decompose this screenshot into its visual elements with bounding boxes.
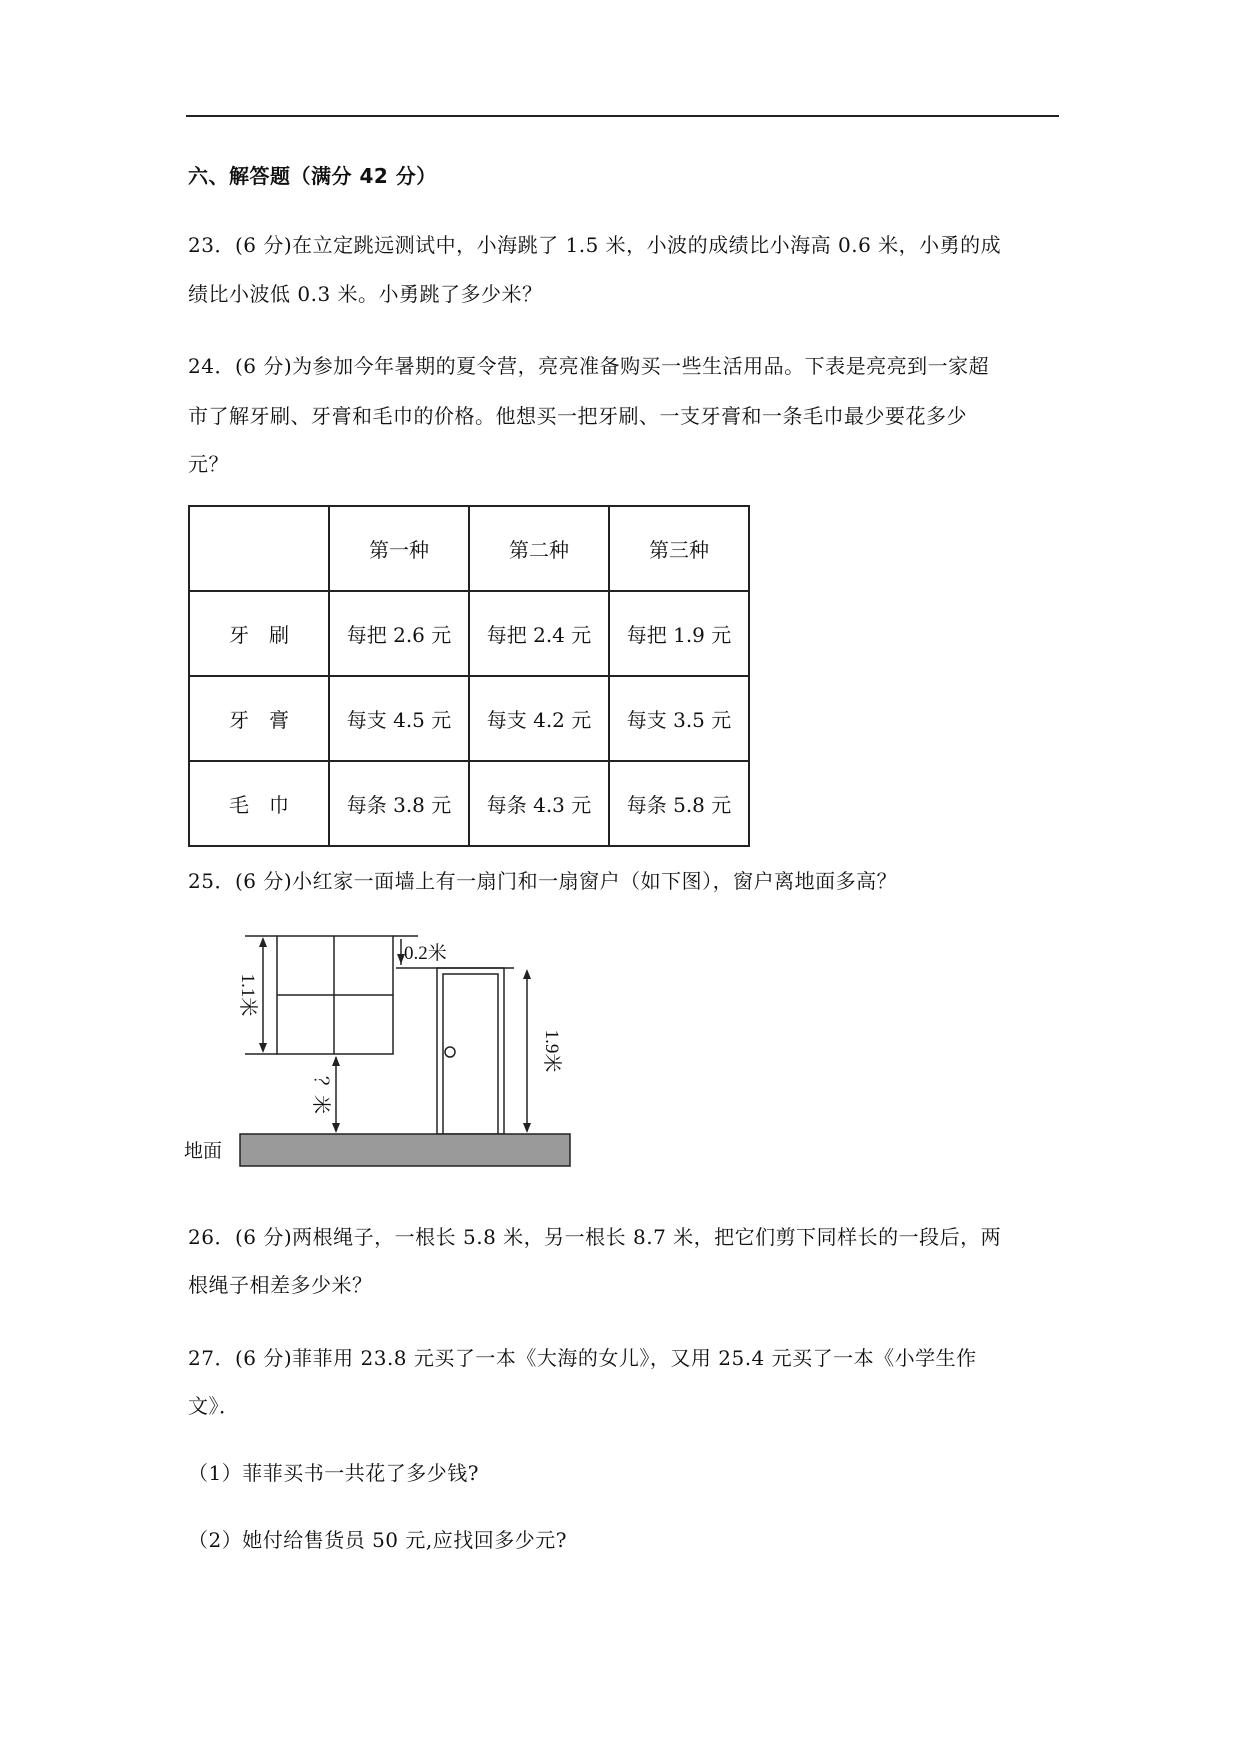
q27-sub-1: （1）菲菲买书一共花了多少钱? [188, 1461, 479, 1485]
q27-line-1: 27．(6 分)菲菲用 23.8 元买了一本《大海的女儿》，又用 25.4 元买了一本《小学生作 [188, 1346, 977, 1370]
table-cell: 每支 4.5 元 [329, 676, 469, 761]
table-row-label: 牙 刷 [189, 591, 329, 676]
table-cell: 每条 3.8 元 [329, 761, 469, 846]
window-height-label: 1.1米 [237, 973, 258, 1017]
price-table [188, 505, 750, 847]
table-cell: 每条 5.8 元 [609, 761, 749, 846]
table-header-row [189, 506, 749, 591]
q24-line-1: 24．(6 分)为参加今年暑期的夏令营，亮亮准备购买一些生活用品。下表是亮亮到一家超 [188, 354, 990, 378]
table-cell: 每把 1.9 元 [609, 591, 749, 676]
q23-line-2: 绩比小波低 0.3 米。小勇跳了多少米？ [188, 282, 543, 306]
table-row-label: 毛 巾 [189, 761, 329, 846]
table-header-cell: 第一种 [329, 506, 469, 591]
door-knob [445, 1047, 455, 1057]
table-header-cell: 第三种 [609, 506, 749, 591]
door-window-diagram [180, 925, 580, 1175]
table-corner-cell [189, 506, 329, 591]
ground-bar [240, 1134, 570, 1166]
q24-line-3: 元？ [188, 452, 229, 476]
arrowhead [523, 1123, 531, 1133]
section-title: 六、解答题（满分 42 分） [188, 164, 437, 188]
q26-line-1: 26．(6 分)两根绳子，一根长 5.8 米，另一根长 8.7 米，把它们剪下同样长的一段后，两 [188, 1225, 1002, 1249]
ground-label: 地面 [184, 1140, 223, 1162]
table-cell: 每支 3.5 元 [609, 676, 749, 761]
table-cell: 每把 2.6 元 [329, 591, 469, 676]
arrowhead [523, 969, 531, 979]
table-cell: 每支 4.2 元 [469, 676, 609, 761]
unknown-height-label: ？米 [310, 1075, 331, 1115]
table-header-cell: 第二种 [469, 506, 609, 591]
table-row-toothpaste [189, 676, 749, 761]
q26-line-2: 根绳子相差多少米？ [188, 1273, 373, 1297]
table-cell: 每把 2.4 元 [469, 591, 609, 676]
arrowhead [332, 1056, 340, 1066]
gap-label: 0.2米 [404, 943, 447, 964]
arrowhead [332, 1123, 340, 1133]
q27-sub-2: （2）她付给售货员 50 元,应找回多少元? [188, 1528, 567, 1552]
door-height-label: 1.9米 [541, 1029, 562, 1073]
table-row-towel [189, 761, 749, 846]
door [437, 968, 504, 1134]
q23-line-1: 23．(6 分)在立定跳远测试中，小海跳了 1.5 米，小波的成绩比小海高 0.6 米，小勇的成 [188, 233, 1002, 257]
table-row-label: 牙 膏 [189, 676, 329, 761]
door-inner-frame [443, 974, 498, 1134]
q27-line-2: 文》． [188, 1394, 240, 1418]
arrowhead [259, 1043, 267, 1053]
table-cell: 每条 4.3 元 [469, 761, 609, 846]
header-rule [186, 115, 1059, 117]
table-row-toothbrush [189, 591, 749, 676]
q24-line-2: 市了解牙刷、牙膏和毛巾的价格。他想买一把牙刷、一支牙膏和一条毛巾最少要花多少 [188, 404, 967, 428]
arrowhead [259, 937, 267, 947]
q25-line-1: 25．(6 分)小红家一面墙上有一扇门和一扇窗户（如下图），窗户离地面多高？ [188, 869, 898, 893]
